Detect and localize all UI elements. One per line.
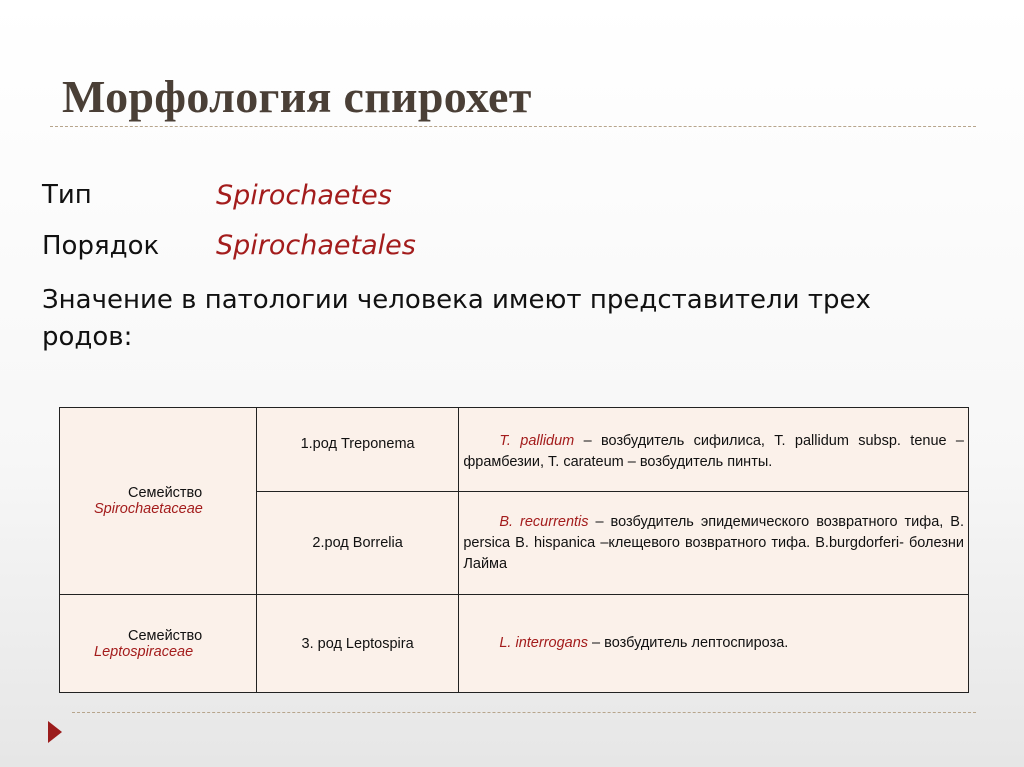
description-text: Значение в патологии человека имеют представители трех родов: <box>42 285 871 352</box>
genus-description <box>459 431 968 473</box>
genus-name: 3. род Leptospira <box>301 635 414 652</box>
table-row <box>60 408 969 492</box>
species-name: L. interrogans <box>499 635 589 651</box>
genus-cell <box>256 595 459 693</box>
family-cell <box>60 595 257 693</box>
footer-divider <box>72 712 976 713</box>
order-label: Порядок <box>42 231 160 261</box>
family-label: Семейство <box>128 627 203 644</box>
genus-cell <box>256 408 459 492</box>
slide-title: Морфология спирохет <box>62 71 532 122</box>
species-name: B. recurrentis <box>499 513 589 530</box>
family-cell <box>60 408 257 595</box>
title-divider <box>50 126 976 127</box>
genera-table <box>59 407 969 693</box>
table-row <box>60 595 969 693</box>
description-cell <box>459 595 969 693</box>
play-arrow-icon[interactable] <box>48 721 62 743</box>
genus-name: 1.род Treponema <box>300 436 415 452</box>
description-cell <box>459 492 969 595</box>
description-cell <box>459 408 969 492</box>
genus-name: 2.род Borrelia <box>312 535 403 551</box>
genus-description <box>459 512 968 575</box>
family-name: Spirochaetaceae <box>94 501 203 517</box>
genus-description <box>459 633 968 654</box>
type-label: Тип <box>42 180 92 210</box>
species-name: T. pallidum <box>499 433 575 449</box>
family-name: Leptospiraceae <box>94 643 194 660</box>
species-description: – возбудитель сифилиса, T. pallidum subsp. tenue – фрамбезии, T. carateum – возбудитель пинты. <box>463 433 964 470</box>
species-description: – возбудитель эпидемического возвратного тифа, B. persica B. hispanica –клещевого возвратного тифа. B.burgdorferi- болезни Лайма <box>463 513 964 572</box>
species-description: – возбудитель лептоспироза. <box>588 635 789 651</box>
family-label: Семейство <box>128 485 203 501</box>
order-value: Spirochaetales <box>216 230 416 261</box>
type-value: Spirochaetes <box>216 180 392 211</box>
genus-cell <box>256 492 459 595</box>
